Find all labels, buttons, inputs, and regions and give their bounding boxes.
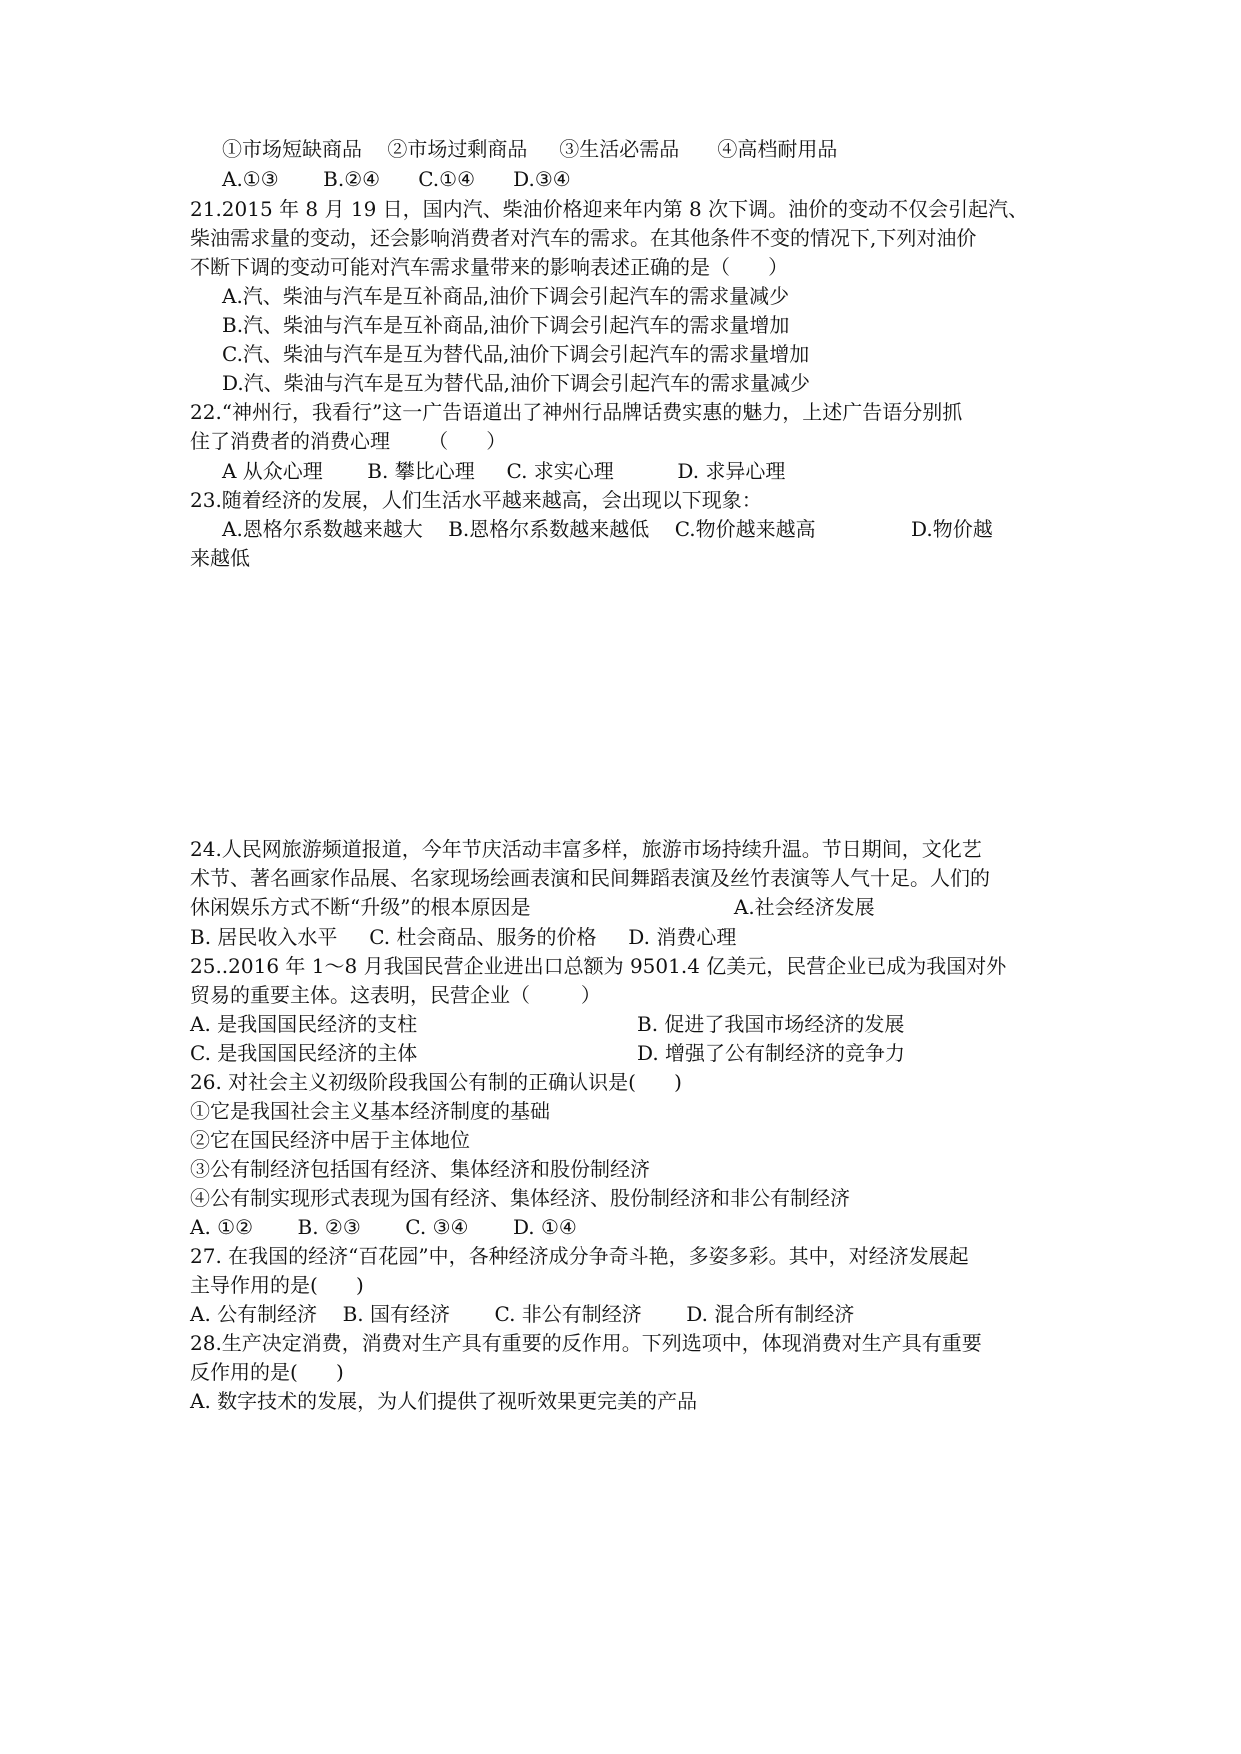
q23-stem: 23.随着经济的发展，人们生活水平越来越高，会出现以下现象： <box>190 488 762 512</box>
q22-stem-line-1: 22.“神州行，我看行”这一广告语道出了神州行品牌话费实惠的魅力，上述广告语分别抓 <box>190 400 963 424</box>
q24-stem-line-1: 24.人民网旅游频道报道，今年节庆活动丰富多样，旅游市场持续升温。节日期间，文化艺 <box>190 837 982 861</box>
q28-stem-line-1: 28.生产决定消费，消费对生产具有重要的反作用。下列选项中，体现消费对生产具有重要 <box>190 1331 982 1355</box>
q27-options: A. 公有制经济 B. 国有经济 C. 非公有制经济 D. 混合所有制经济 <box>190 1302 855 1326</box>
q26-options: A. ①② B. ②③ C. ③④ D. ①④ <box>190 1215 577 1239</box>
q26-item-1: ①它是我国社会主义基本经济制度的基础 <box>190 1099 550 1123</box>
q21-stem-line-1: 21.2015 年 8 月 19 日，国内汽、柴油价格迎来年内第 8 次下调。油价的变动不仅会引起汽、 <box>190 197 1029 221</box>
q26-item-2: ②它在国民经济中居于主体地位 <box>190 1128 470 1152</box>
q26-item-3: ③公有制经济包括国有经济、集体经济和股份制经济 <box>190 1157 650 1181</box>
q23-options: A.恩格尔系数越来越大 B.恩格尔系数越来越低 C.物价越来越高 D.物价越 <box>222 517 993 541</box>
q21-option-b: B.汽、柴油与汽车是互补商品,油价下调会引起汽车的需求量增加 <box>222 313 790 337</box>
q21-option-a: A.汽、柴油与汽车是互补商品,油价下调会引起汽车的需求量减少 <box>222 284 790 308</box>
q23-options-wrap: 来越低 <box>190 546 250 570</box>
q25-option-b: B. 促进了我国市场经济的发展 <box>637 1012 905 1036</box>
q26-item-4: ④公有制实现形式表现为国有经济、集体经济、股份制经济和非公有制经济 <box>190 1186 850 1210</box>
q26-stem: 26. 对社会主义初级阶段我国公有制的正确认识是( ) <box>190 1070 682 1094</box>
q28-option-a: A. 数字技术的发展，为人们提供了视听效果更完美的产品 <box>190 1389 698 1413</box>
q21-option-d: D.汽、柴油与汽车是互为替代品,油价下调会引起汽车的需求量减少 <box>222 371 811 395</box>
q21-option-c: C.汽、柴油与汽车是互为替代品,油价下调会引起汽车的需求量增加 <box>222 342 810 366</box>
q28-stem-line-2: 反作用的是( ) <box>190 1360 344 1384</box>
q25-option-d: D. 增强了公有制经济的竞争力 <box>637 1041 906 1065</box>
q24-stem-line-3: 休闲娱乐方式不断“升级”的根本原因是 A.社会经济发展 <box>190 895 875 919</box>
q21-stem-line-3: 不断下调的变动可能对汽车需求量带来的影响表述正确的是（ ） <box>190 255 789 279</box>
q27-stem-line-1: 27. 在我国的经济“百花园”中，各种经济成分争奇斗艳，多姿多彩。其中，对经济发展起 <box>190 1244 969 1268</box>
q24-stem-line-2: 术节、著名画家作品展、名家现场绘画表演和民间舞蹈表演及丝竹表演等人气十足。人们的 <box>190 866 990 890</box>
q25-stem-line-1: 25..2016 年 1～8 月我国民营企业进出口总额为 9501.4 亿美元，民营企业已成为我国对外 <box>190 954 1007 978</box>
q27-stem-line-2: 主导作用的是( ) <box>190 1273 364 1297</box>
q22-options: A 从众心理 B. 攀比心理 C. 求实心理 D. 求异心理 <box>222 459 786 483</box>
q20-items: ①市场短缺商品 ②市场过剩商品 ③生活必需品 ④高档耐用品 <box>222 137 838 161</box>
q22-stem-line-2: 住了消费者的消费心理 （ ） <box>190 429 507 453</box>
q20-options: A.①③ B.②④ C.①④ D.③④ <box>222 167 571 191</box>
q24-options: B. 居民收入水平 C. 杜会商品、服务的价格 D. 消费心理 <box>190 925 737 949</box>
q25-option-c: C. 是我国国民经济的主体 <box>190 1041 418 1065</box>
q25-stem-line-2: 贸易的重要主体。这表明，民营企业（ ） <box>190 983 601 1007</box>
q21-stem-line-2: 柴油需求量的变动，还会影响消费者对汽车的需求。在其他条件不变的情况下,下列对油价 <box>190 226 977 250</box>
q25-option-a: A. 是我国国民经济的支柱 <box>190 1012 418 1036</box>
